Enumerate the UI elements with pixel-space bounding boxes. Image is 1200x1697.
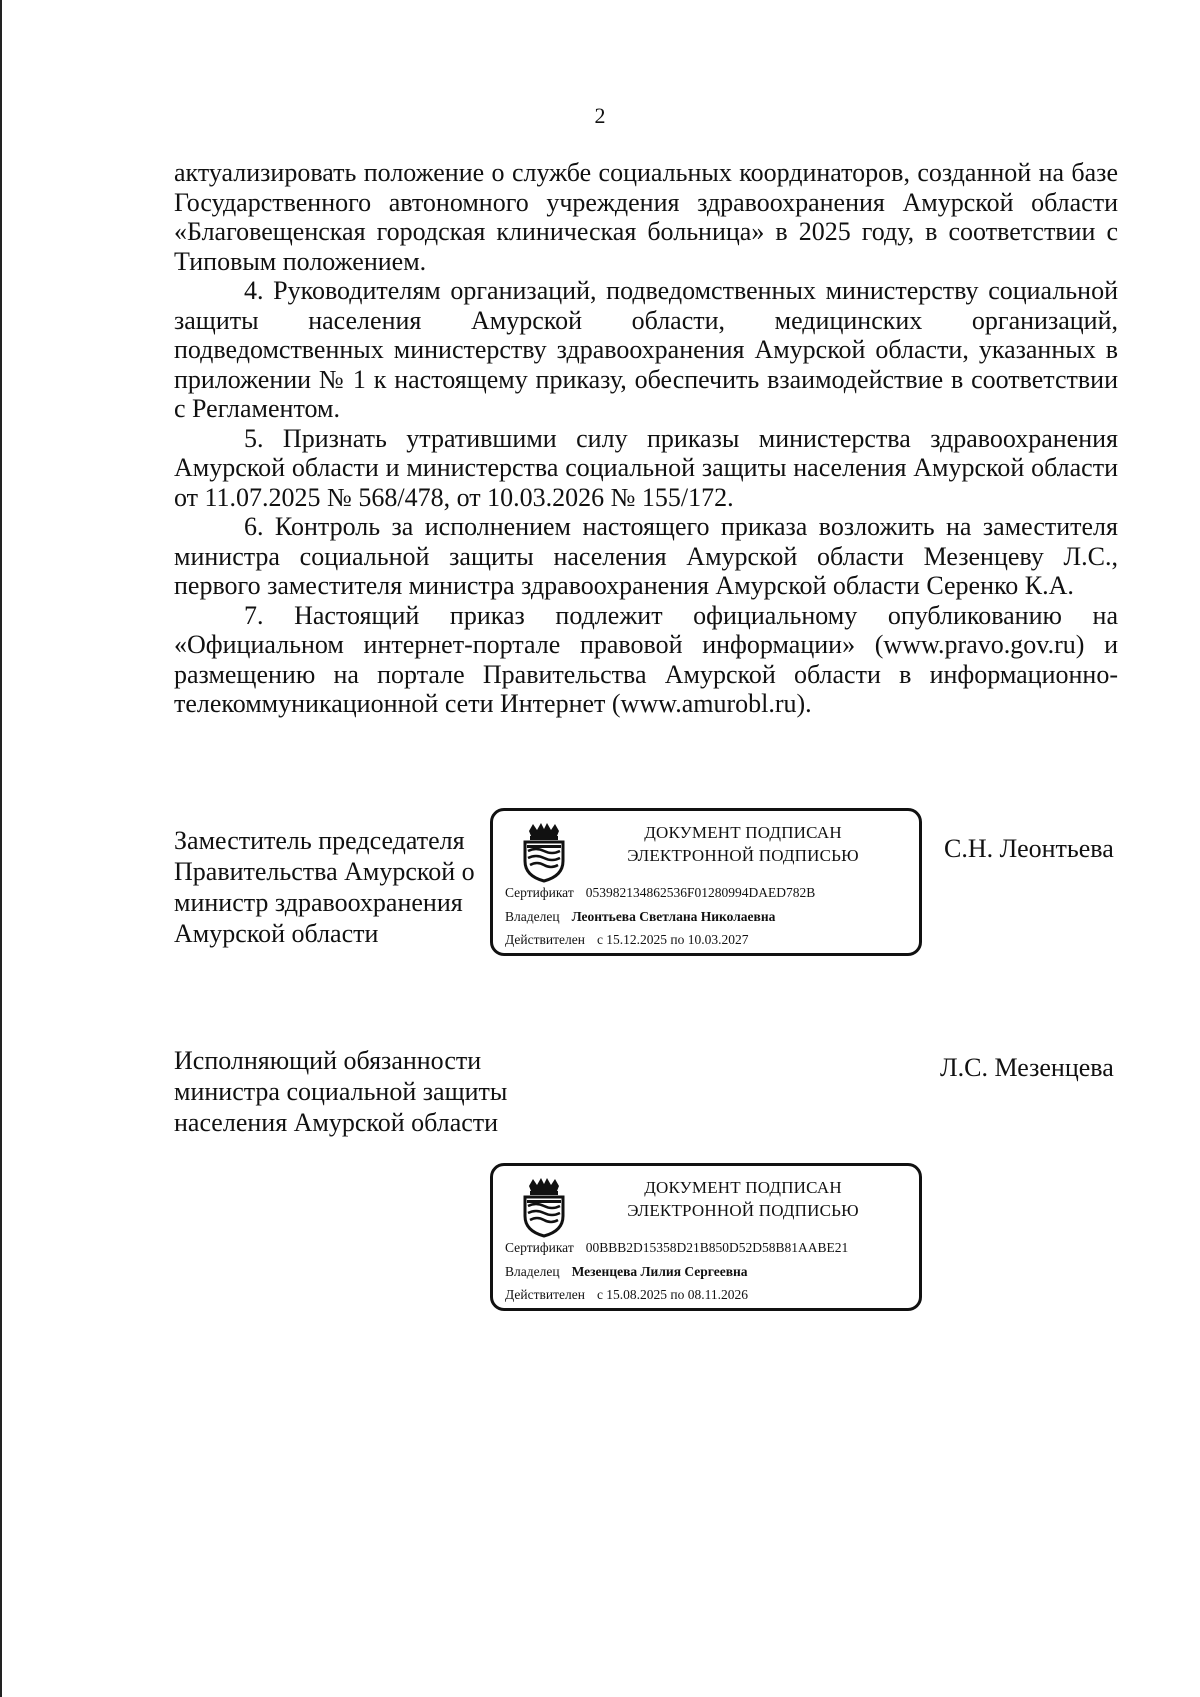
stamp-heading bbox=[593, 821, 893, 867]
stamp-certificate-value: 053982134862536F01280994DAED782B bbox=[585, 885, 816, 900]
signatory-1-name: С.Н. Леонтьева bbox=[944, 834, 1114, 863]
signatory-2-position-line: министра социальной защиты bbox=[174, 1077, 508, 1106]
signatory-2-position-line: Исполняющий обязанности bbox=[174, 1046, 482, 1075]
stamp-owner-value: Мезенцева Лилия Сергеевна bbox=[571, 1264, 748, 1279]
stamp-validity-row bbox=[505, 1287, 748, 1303]
signatory-2-name: Л.С. Мезенцева bbox=[940, 1053, 1114, 1082]
signatory-2-position-line: населения Амурской области bbox=[174, 1108, 499, 1137]
stamp-validity-label: Действителен bbox=[505, 932, 585, 947]
scan-edge bbox=[0, 0, 2, 1697]
stamp-heading-line: ДОКУМЕНТ ПОДПИСАН bbox=[644, 823, 842, 842]
paragraph-item-4: 4. Руководителям организаций, подведомственных министерству социальной защиты населения Амурской области, медицинских организаций, подведомственных министерству здравоохранения Амурской области, указанных в приложении № 1 к настоящему приказу, обеспечить взаимодействие в соответствии с Регламентом. bbox=[174, 276, 1118, 423]
stamp-owner-label: Владелец bbox=[505, 909, 560, 924]
signatory-1-position-line: министр здравоохранения bbox=[174, 888, 463, 917]
stamp-heading-line: ЭЛЕКТРОННОЙ ПОДПИСЬЮ bbox=[627, 846, 859, 865]
stamp-validity-value: с 15.08.2025 по 08.11.2026 bbox=[596, 1287, 749, 1302]
page-number: 2 bbox=[594, 103, 606, 128]
stamp-owner-row bbox=[505, 1264, 748, 1280]
stamp-heading-line: ЭЛЕКТРОННОЙ ПОДПИСЬЮ bbox=[627, 1201, 859, 1220]
paragraph-item-7: 7. Настоящий приказ подлежит официальному опубликованию на «Официальном интернет-портале правовой информации» (www.pravo.gov.ru) и размещению на портале Правительства Амурской области в информационно-телекоммуникационной сети Интернет (www.amurobl.ru). bbox=[174, 600, 1118, 718]
signatory-1-position-line: Заместитель председателя bbox=[174, 826, 465, 855]
stamp-owner-row bbox=[505, 909, 775, 925]
stamp-certificate-row bbox=[505, 1240, 848, 1256]
stamp-certificate-row bbox=[505, 885, 815, 901]
signatory-1-position bbox=[174, 825, 475, 949]
stamp-heading-line: ДОКУМЕНТ ПОДПИСАН bbox=[644, 1178, 842, 1197]
electronic-signature-stamp-2 bbox=[490, 1163, 922, 1311]
stamp-validity-label: Действителен bbox=[505, 1287, 585, 1302]
paragraph-item-5: 5. Признать утратившими силу приказы министерства здравоохранения Амурской области и министерства социальной защиты населения Амурской области от 11.07.2025 № 568/478, от 10.03.2026 № 155/172. bbox=[174, 423, 1118, 512]
stamp-certificate-value: 00BBB2D15358D21B850D52D58B81AABE21 bbox=[585, 1240, 849, 1255]
stamp-heading bbox=[593, 1176, 893, 1222]
stamp-validity-row bbox=[505, 932, 749, 948]
signatory-1-position-line: Амурской области bbox=[174, 919, 379, 948]
amur-region-coat-of-arms-icon bbox=[519, 1176, 569, 1238]
stamp-certificate-label: Сертификат bbox=[505, 885, 574, 900]
signatory-2-position bbox=[174, 1045, 507, 1138]
amur-region-coat-of-arms-icon bbox=[519, 821, 569, 883]
stamp-owner-value: Леонтьева Светлана Николаевна bbox=[571, 909, 776, 924]
order-body-text bbox=[174, 158, 1118, 719]
electronic-signature-stamp-1 bbox=[490, 808, 922, 956]
paragraph-continuation: актуализировать положение о службе социальных координаторов, созданной на базе Государственного автономного учреждения здравоохранения Амурской области «Благовещенская городская клиническая больница» в 2025 году, в соответствии с Типовым положением. bbox=[174, 158, 1118, 276]
stamp-certificate-label: Сертификат bbox=[505, 1240, 574, 1255]
stamp-owner-label: Владелец bbox=[505, 1264, 560, 1279]
signatory-1-position-line: Правительства Амурской о bbox=[174, 857, 475, 886]
paragraph-item-6: 6. Контроль за исполнением настоящего приказа возложить на заместителя министра социальной защиты населения Амурской области Мезенцеву Л.С., первого заместителя министра здравоохранения Амурской области Серенко К.А. bbox=[174, 512, 1118, 600]
stamp-validity-value: с 15.12.2025 по 10.03.2027 bbox=[596, 932, 749, 947]
